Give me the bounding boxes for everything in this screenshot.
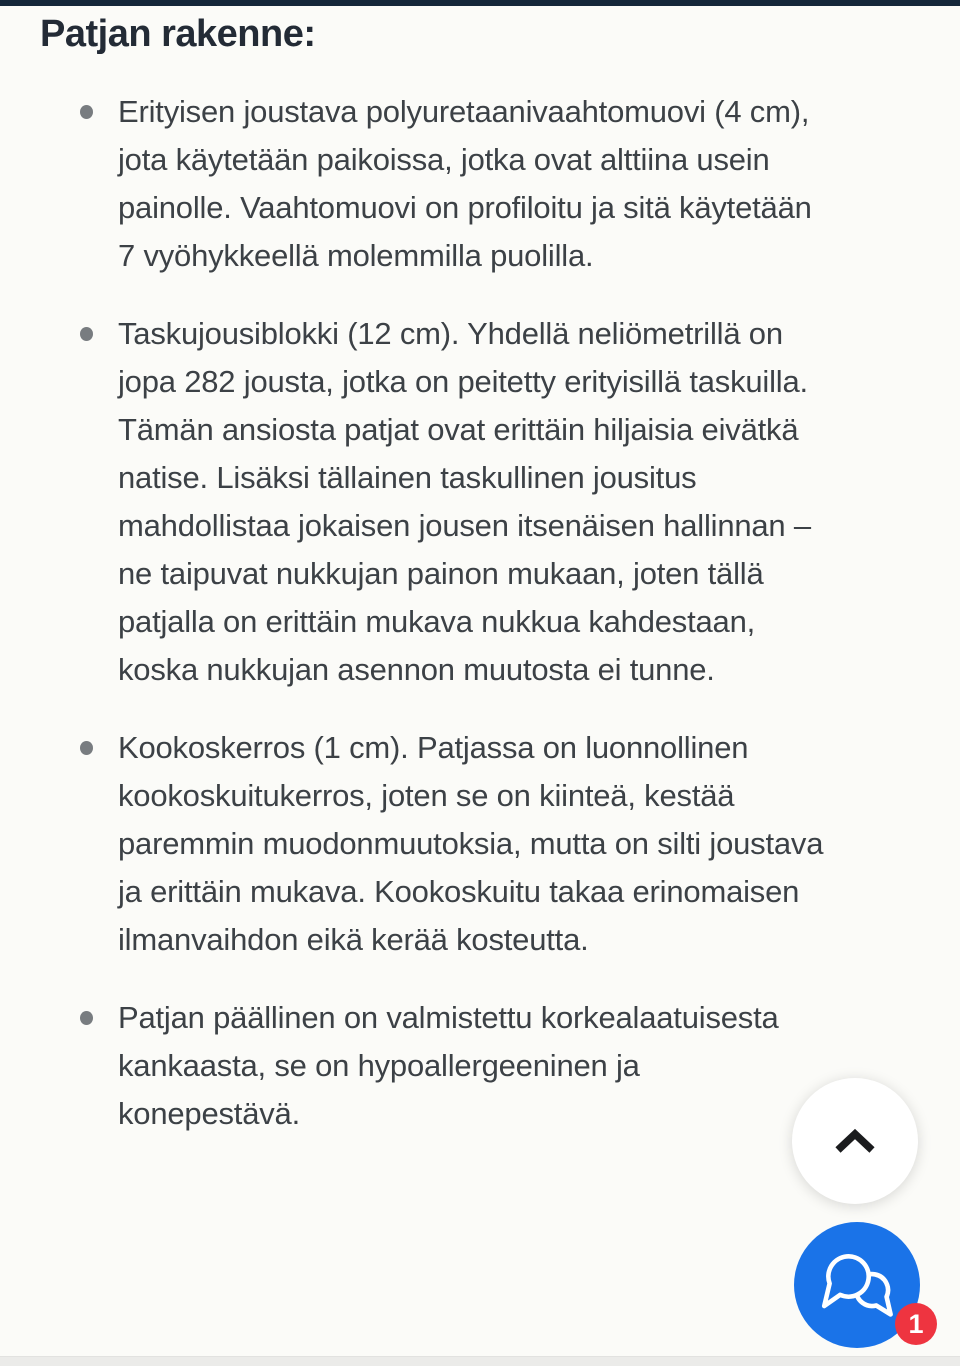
chat-button[interactable] [794, 1222, 924, 1348]
list-item [40, 310, 830, 694]
mattress-structure-section [40, 6, 930, 1168]
list-item-text: Patjan päällinen on valmistettu korkealaatuisesta kankaasta, se on hypoallergeeninen ja konepestävä. [118, 1000, 779, 1131]
chat-bubbles-icon [815, 1243, 899, 1327]
bullet-list [40, 88, 830, 1138]
list-item [40, 724, 830, 964]
chevron-up-icon [833, 1127, 877, 1155]
chat-notification-badge: 1 [895, 1303, 937, 1345]
bullet-dot-icon [80, 105, 93, 119]
section-title: Patjan rakenne: [40, 13, 316, 55]
bullet-dot-icon [80, 1011, 93, 1025]
list-item [40, 994, 830, 1138]
section-divider [0, 1356, 960, 1366]
scroll-to-top-button[interactable] [792, 1078, 918, 1204]
list-item [40, 88, 830, 280]
list-item-text: Taskujousiblokki (12 cm). Yhdellä neliömetrillä on jopa 282 jousta, jotka on peitetty erityisillä taskuilla. Tämän ansiosta patjat ovat erittäin hiljaisia eivätkä natise. Lisäksi tällainen taskullinen jousitus mahdollistaa jokaisen jousen itsenäisen hallinnan – ne taipuvat nukkujan painon mukaan, joten tällä patjalla on erittäin mukava nukkua kahdestaan, koska nukkujan asennon muutosta ei tunne. [118, 316, 811, 687]
list-item-text: Kookoskerros (1 cm). Patjassa on luonnollinen kookoskuitukerros, joten se on kiinteä, kestää paremmin muodonmuutoksia, mutta on silti joustava ja erittäin mukava. Kookoskuitu takaa erinomaisen ilmanvaihdon eikä kerää kosteutta. [118, 730, 824, 957]
bullet-dot-icon [80, 741, 93, 755]
list-item-text: Erityisen joustava polyuretaanivaahtomuovi (4 cm), jota käytetään paikoissa, jotka ovat alttiina usein painolle. Vaahtomuovi on profiloitu ja sitä käytetään 7 vyöhykkeellä molemmilla puolilla. [118, 94, 812, 273]
bullet-dot-icon [80, 327, 93, 341]
